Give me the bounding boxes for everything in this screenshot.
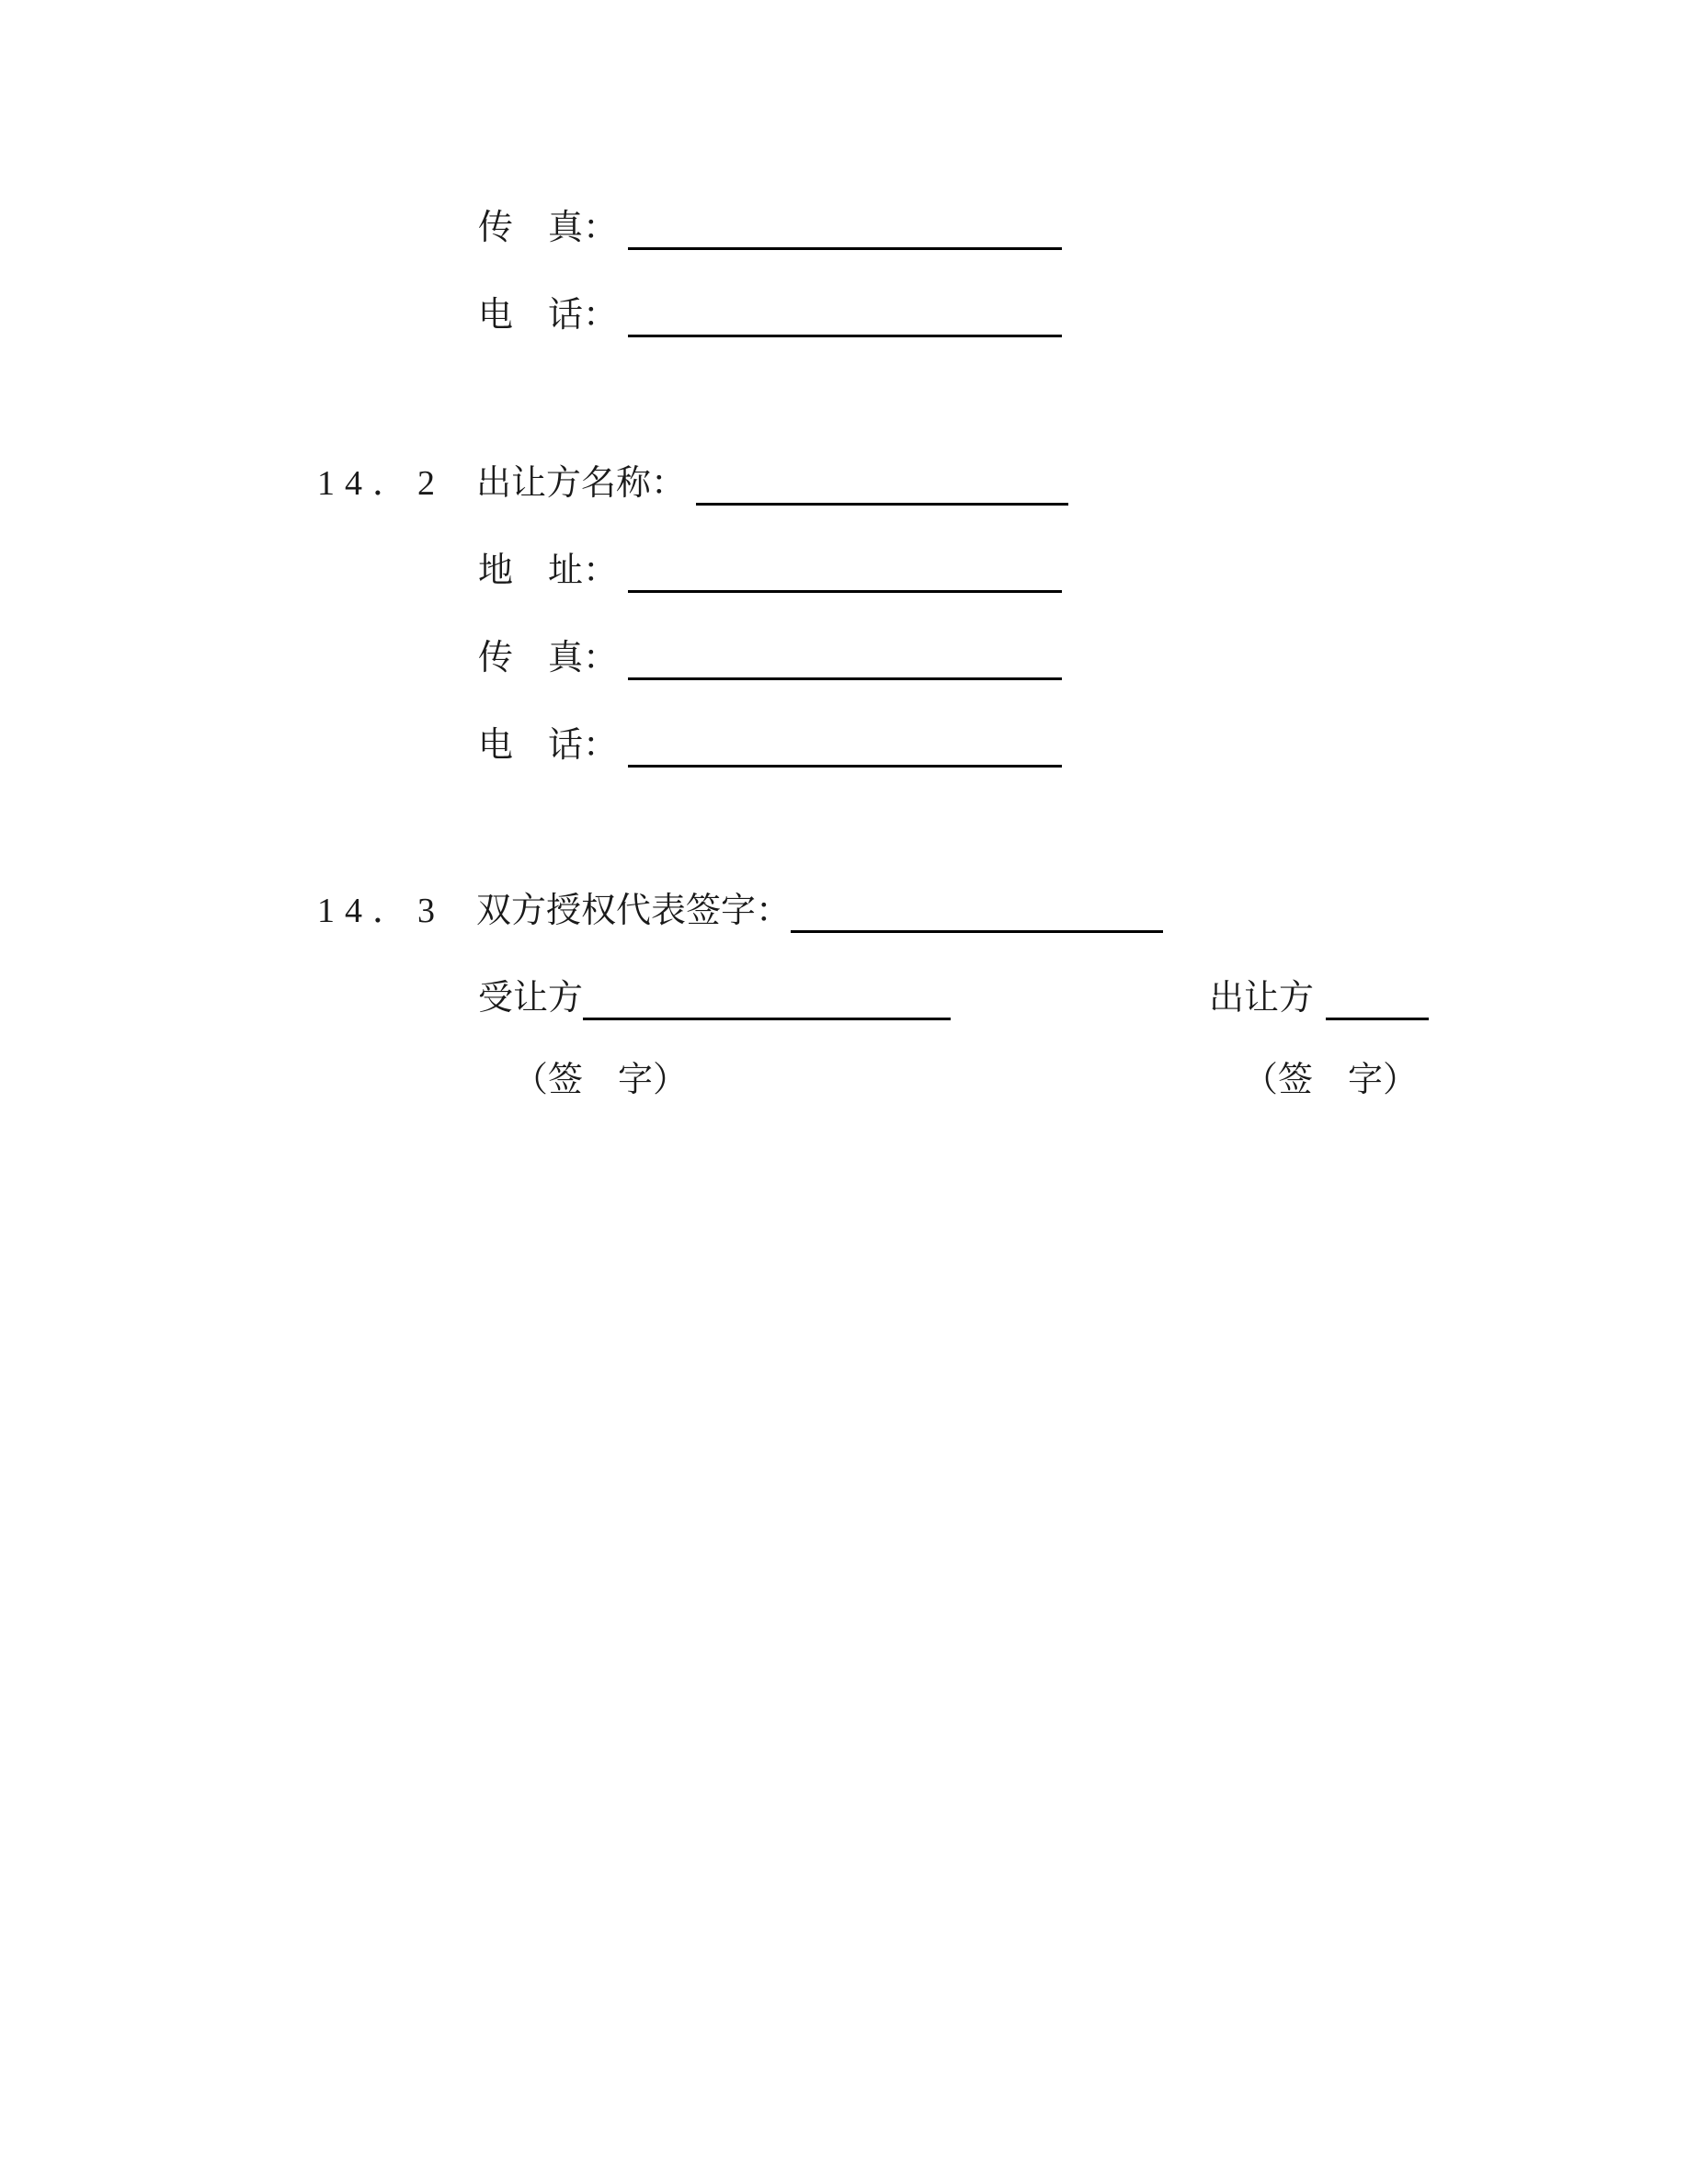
transferee-signature-blank-line[interactable] [583, 977, 951, 1020]
sign-hint-right: （签 字） [1243, 1061, 1419, 1099]
section-number-14-3: 14．3 [317, 892, 446, 930]
phone-blank-line[interactable] [628, 294, 1062, 337]
section-14-2-heading-row [0, 462, 1688, 508]
fax-label-2: 传 真： [478, 639, 619, 677]
fax-row-1 [0, 207, 1688, 253]
address-blank-line[interactable] [628, 550, 1062, 593]
transferor-name-blank-line[interactable] [696, 462, 1068, 506]
transferor-signature-blank-line[interactable] [1326, 977, 1429, 1020]
transferor-label: 出让方 [1209, 979, 1315, 1018]
fax-blank-line[interactable] [628, 207, 1062, 250]
fax-row-2 [0, 637, 1688, 683]
phone-row-1 [0, 294, 1688, 340]
signature-title-label: 双方授权代表签字： [476, 892, 792, 930]
signature-title-blank-line[interactable] [791, 890, 1163, 933]
phone-label-2: 电 话： [478, 726, 619, 765]
transferee-label: 受让方 [478, 979, 584, 1018]
phone-blank-line-2[interactable] [628, 724, 1062, 768]
section-14-3-heading-row [0, 890, 1688, 936]
fax-blank-line-2[interactable] [628, 637, 1062, 680]
phone-label: 电 话： [478, 296, 619, 335]
section-number-14-2: 14．2 [317, 464, 446, 503]
signature-hint-row [0, 1059, 1688, 1105]
sign-hint-left: （签 字） [513, 1061, 689, 1099]
fax-label: 传 真： [478, 209, 619, 247]
transferor-name-label: 出让方名称： [476, 464, 687, 503]
address-row [0, 550, 1688, 596]
phone-row-2 [0, 724, 1688, 770]
signature-parties-row [0, 977, 1688, 1023]
address-label: 地 址： [478, 552, 619, 590]
